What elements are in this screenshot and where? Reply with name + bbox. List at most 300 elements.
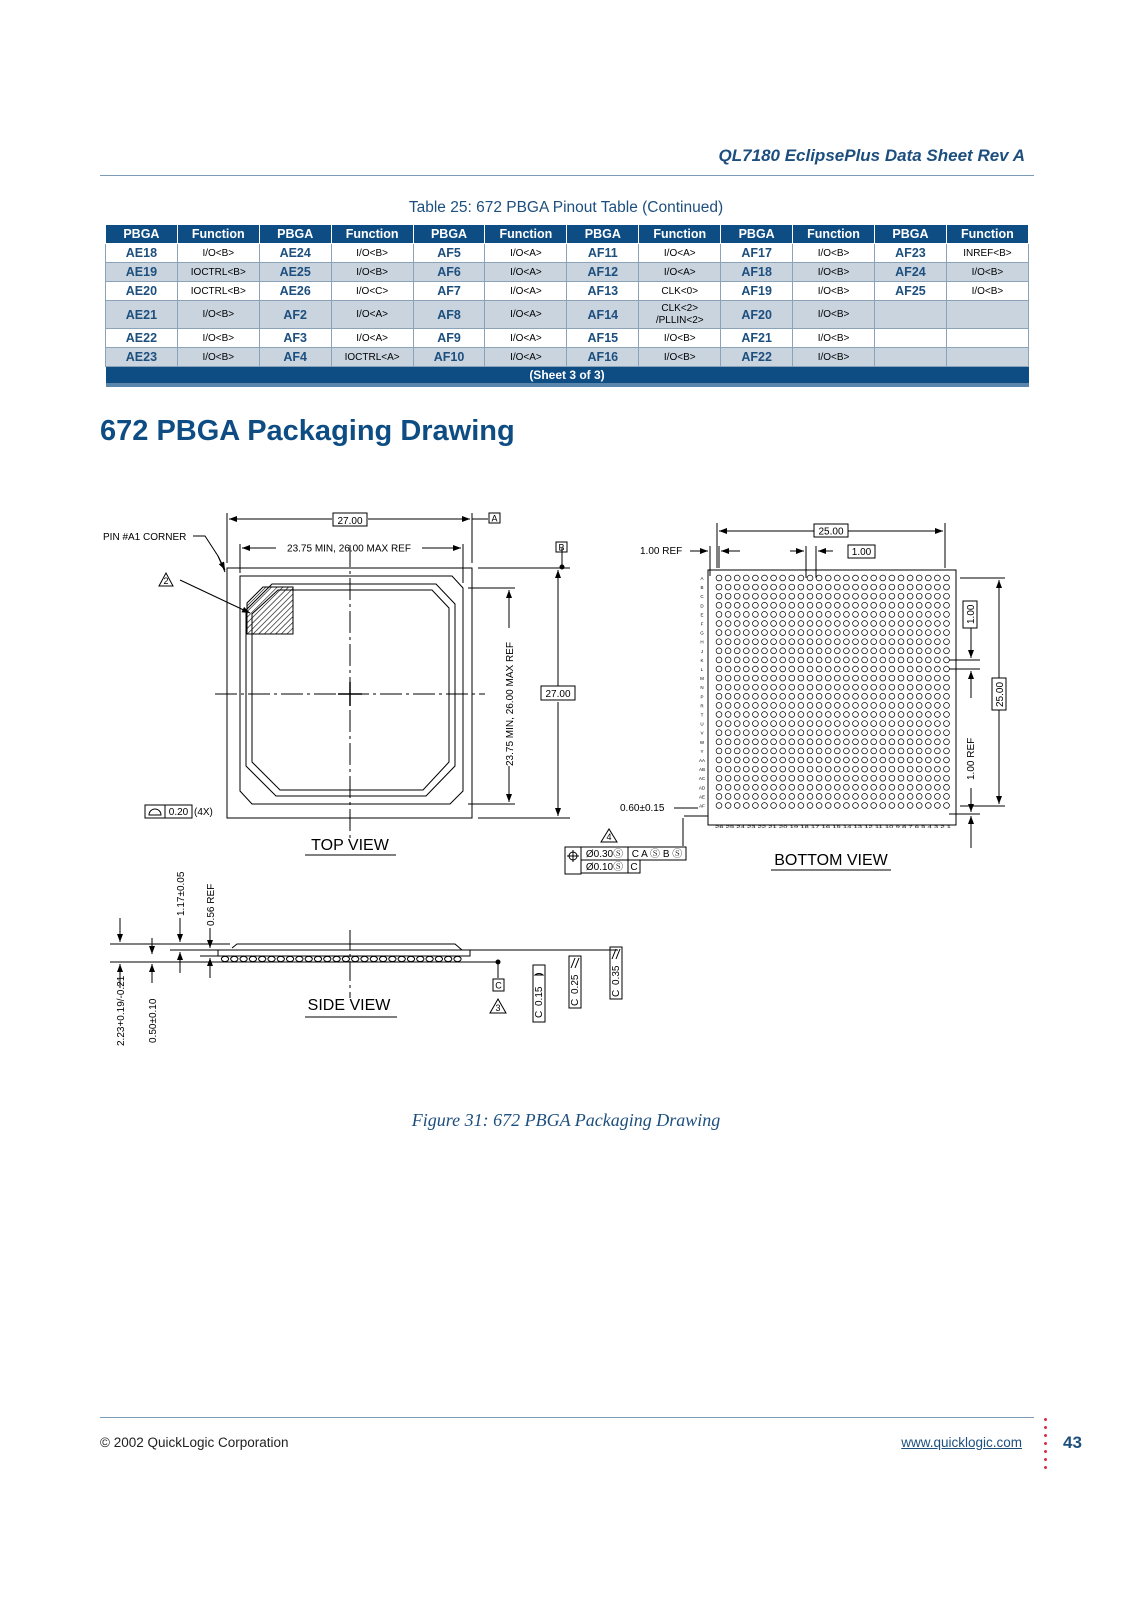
column-header: Function — [331, 225, 413, 244]
solder-ball — [853, 575, 859, 581]
function-cell: I/O<B> — [331, 263, 413, 282]
solder-ball — [780, 721, 786, 727]
note-2-marker: 2 — [163, 576, 169, 586]
pin-cell: AF19 — [721, 282, 793, 301]
solder-ball — [753, 657, 759, 663]
solder-ball — [743, 666, 749, 672]
solder-ball — [844, 748, 850, 754]
solder-ball — [743, 621, 749, 627]
solder-ball — [762, 739, 768, 745]
solder-ball — [725, 784, 731, 790]
solder-ball — [925, 757, 931, 763]
solder-ball — [734, 712, 740, 718]
solder-ball — [889, 657, 895, 663]
solder-ball — [780, 775, 786, 781]
solder-ball — [925, 693, 931, 699]
row-letter: AE — [698, 794, 706, 800]
solder-ball — [753, 794, 759, 800]
solder-ball — [716, 675, 722, 681]
solder-ball — [880, 612, 886, 618]
solder-ball — [743, 766, 749, 772]
solder-ball — [716, 693, 722, 699]
solder-ball — [716, 593, 722, 599]
row-letter: D — [700, 603, 704, 609]
solder-ball — [789, 621, 795, 627]
solder-ball — [944, 675, 950, 681]
solder-ball — [734, 602, 740, 608]
solder-ball — [725, 621, 731, 627]
table-row — [106, 282, 1029, 301]
solder-ball — [889, 775, 895, 781]
row-letter: V — [700, 730, 704, 736]
solder-ball — [907, 657, 913, 663]
solder-ball — [753, 612, 759, 618]
solder-ball — [753, 803, 759, 809]
solder-ball — [862, 712, 868, 718]
side-ball — [398, 956, 405, 961]
solder-ball — [925, 703, 931, 709]
side-sub-dim: 0.56 REF — [206, 883, 217, 926]
solder-ball — [825, 630, 831, 636]
solder-ball — [762, 630, 768, 636]
solder-ball — [871, 621, 877, 627]
solder-ball — [944, 712, 950, 718]
section-title: 672 PBGA Packaging Drawing — [100, 415, 515, 447]
solder-ball — [743, 739, 749, 745]
solder-ball — [834, 775, 840, 781]
solder-ball — [862, 794, 868, 800]
row-letter: AF — [699, 803, 705, 809]
pin-cell: AF12 — [567, 263, 639, 282]
function-cell: IOCTRL<B> — [177, 282, 259, 301]
function-cell: CLK<0> — [639, 282, 721, 301]
pin-cell: AE23 — [106, 348, 178, 367]
solder-ball — [771, 612, 777, 618]
solder-ball — [834, 639, 840, 645]
solder-ball — [871, 693, 877, 699]
solder-ball — [816, 639, 822, 645]
solder-ball — [853, 612, 859, 618]
solder-ball — [898, 621, 904, 627]
solder-ball — [798, 794, 804, 800]
solder-ball — [725, 575, 731, 581]
solder-ball — [925, 584, 931, 590]
solder-ball — [753, 666, 759, 672]
solder-ball — [944, 757, 950, 763]
solder-ball — [807, 739, 813, 745]
side-ball — [342, 956, 349, 961]
top-view — [103, 513, 575, 855]
solder-ball — [916, 784, 922, 790]
solder-ball — [753, 766, 759, 772]
solder-ball — [880, 775, 886, 781]
pin-cell: AF25 — [875, 282, 947, 301]
solder-ball — [780, 748, 786, 754]
row-letter: Y — [700, 748, 704, 754]
solder-ball — [844, 784, 850, 790]
solder-ball — [734, 575, 740, 581]
solder-ball — [743, 639, 749, 645]
solder-ball — [762, 602, 768, 608]
solder-ball — [844, 712, 850, 718]
solder-ball — [762, 657, 768, 663]
solder-ball — [834, 684, 840, 690]
solder-ball — [753, 602, 759, 608]
solder-ball — [944, 766, 950, 772]
row-letter: B — [700, 585, 704, 591]
solder-ball — [807, 730, 813, 736]
solder-ball — [898, 584, 904, 590]
side-ball — [417, 956, 424, 961]
solder-ball — [825, 721, 831, 727]
side-ball — [407, 956, 414, 961]
solder-ball — [862, 675, 868, 681]
solder-ball — [816, 648, 822, 654]
bottom-pitch: 1.00 — [851, 547, 872, 558]
solder-ball — [789, 703, 795, 709]
solder-ball — [889, 612, 895, 618]
solder-ball — [798, 621, 804, 627]
solder-ball — [807, 803, 813, 809]
solder-ball — [844, 739, 850, 745]
top-width-dim: 27.00 — [337, 516, 363, 527]
solder-ball — [898, 630, 904, 636]
pin-cell — [875, 301, 947, 329]
function-cell: I/O<B> — [793, 348, 875, 367]
solder-ball — [853, 794, 859, 800]
solder-ball — [853, 630, 859, 636]
solder-ball — [871, 748, 877, 754]
solder-ball — [807, 693, 813, 699]
side-ball-dim: 0.50±0.10 — [148, 998, 159, 1043]
solder-ball — [734, 748, 740, 754]
solder-ball — [780, 730, 786, 736]
function-cell: I/O<C> — [331, 282, 413, 301]
row-letter: T — [700, 712, 704, 718]
solder-ball — [944, 784, 950, 790]
solder-ball — [771, 575, 777, 581]
solder-ball — [771, 630, 777, 636]
solder-ball — [743, 630, 749, 636]
solder-ball — [780, 621, 786, 627]
solder-ball — [935, 575, 941, 581]
solder-ball — [889, 666, 895, 672]
solder-ball — [925, 794, 931, 800]
solder-ball — [889, 721, 895, 727]
solder-ball — [889, 794, 895, 800]
solder-ball — [789, 666, 795, 672]
solder-ball — [725, 675, 731, 681]
solder-ball — [780, 584, 786, 590]
solder-ball — [743, 657, 749, 663]
solder-ball — [916, 693, 922, 699]
solder-ball — [716, 584, 722, 590]
pin-cell — [875, 348, 947, 367]
pin-cell: AF4 — [259, 348, 331, 367]
solder-ball — [798, 584, 804, 590]
function-cell — [946, 301, 1028, 329]
solder-ball — [734, 648, 740, 654]
top-height-dim: 27.00 — [545, 689, 571, 700]
solder-ball — [798, 593, 804, 599]
solder-ball — [725, 593, 731, 599]
solder-ball — [916, 739, 922, 745]
solder-ball — [807, 621, 813, 627]
solder-ball — [935, 612, 941, 618]
solder-ball — [816, 693, 822, 699]
solder-ball — [880, 730, 886, 736]
solder-ball — [889, 757, 895, 763]
solder-ball — [925, 748, 931, 754]
solder-ball — [771, 703, 777, 709]
solder-ball — [753, 775, 759, 781]
solder-ball — [734, 803, 740, 809]
solder-ball — [734, 784, 740, 790]
solder-ball — [880, 593, 886, 599]
solder-ball — [898, 721, 904, 727]
solder-ball — [825, 766, 831, 772]
solder-ball — [925, 593, 931, 599]
solder-ball — [862, 784, 868, 790]
solder-ball — [880, 575, 886, 581]
solder-ball — [771, 766, 777, 772]
solder-ball — [789, 648, 795, 654]
solder-ball — [880, 666, 886, 672]
solder-ball — [944, 803, 950, 809]
solder-ball — [907, 693, 913, 699]
solder-ball — [725, 730, 731, 736]
column-header: Function — [639, 225, 721, 244]
solder-ball — [743, 721, 749, 727]
bottom-pitch-v: 1.00 — [966, 604, 977, 624]
solder-ball — [807, 630, 813, 636]
solder-ball — [853, 639, 859, 645]
solder-ball — [898, 602, 904, 608]
solder-ball — [807, 584, 813, 590]
solder-ball — [771, 684, 777, 690]
solder-ball — [844, 803, 850, 809]
solder-ball — [762, 639, 768, 645]
solder-ball — [762, 612, 768, 618]
pin-cell: AF21 — [721, 329, 793, 348]
solder-ball — [780, 803, 786, 809]
solder-ball — [907, 575, 913, 581]
footer-dots — [1044, 1418, 1048, 1474]
solder-ball — [743, 712, 749, 718]
row-letter: L — [700, 667, 704, 672]
solder-ball — [716, 630, 722, 636]
solder-ball — [762, 784, 768, 790]
solder-ball — [889, 675, 895, 681]
solder-ball — [944, 666, 950, 672]
solder-ball — [889, 602, 895, 608]
solder-ball — [935, 584, 941, 590]
function-cell: I/O<B> — [177, 244, 259, 263]
solder-ball — [834, 648, 840, 654]
solder-ball — [780, 630, 786, 636]
solder-ball — [880, 621, 886, 627]
solder-ball — [853, 666, 859, 672]
datum-a: A — [491, 513, 498, 524]
solder-ball — [916, 621, 922, 627]
column-header: Function — [946, 225, 1028, 244]
solder-ball — [825, 593, 831, 599]
solder-ball — [762, 684, 768, 690]
table-footer-row — [106, 367, 1029, 386]
solder-ball — [907, 602, 913, 608]
solder-ball — [780, 684, 786, 690]
row-letter: J — [700, 648, 704, 654]
solder-ball — [771, 748, 777, 754]
solder-ball — [734, 666, 740, 672]
solder-ball — [780, 739, 786, 745]
solder-ball — [844, 766, 850, 772]
function-cell: I/O<B> — [946, 263, 1028, 282]
solder-ball — [734, 630, 740, 636]
solder-ball — [844, 666, 850, 672]
solder-ball — [798, 775, 804, 781]
solder-ball — [743, 602, 749, 608]
side-ball — [231, 956, 238, 961]
solder-ball — [834, 712, 840, 718]
solder-ball — [862, 648, 868, 654]
solder-ball — [816, 675, 822, 681]
solder-ball — [743, 675, 749, 681]
solder-ball — [716, 721, 722, 727]
solder-ball — [935, 621, 941, 627]
row-letter: AB — [698, 767, 706, 773]
solder-ball — [780, 575, 786, 581]
solder-ball — [816, 748, 822, 754]
solder-ball — [743, 593, 749, 599]
solder-ball — [834, 693, 840, 699]
note-4-marker: 4 — [606, 832, 612, 842]
solder-ball — [889, 703, 895, 709]
side-ball — [287, 956, 294, 961]
solder-ball — [807, 748, 813, 754]
table-header-row — [106, 225, 1029, 244]
solder-ball — [889, 766, 895, 772]
solder-ball — [816, 784, 822, 790]
solder-ball — [844, 703, 850, 709]
function-cell: I/O<A> — [485, 301, 567, 329]
solder-ball — [725, 684, 731, 690]
solder-ball — [816, 593, 822, 599]
pin-cell: AF3 — [259, 329, 331, 348]
solder-ball — [844, 612, 850, 618]
solder-ball — [780, 784, 786, 790]
solder-ball — [862, 621, 868, 627]
row-letter: E — [700, 612, 704, 618]
mold-cap-profile — [232, 944, 462, 950]
solder-ball — [798, 730, 804, 736]
solder-ball — [916, 684, 922, 690]
side-ball — [435, 956, 442, 961]
column-numbers: 26 25 24 23 22 21 20 19 18 17 16 15 14 13 12 11 10 9 8 7 6 5 4 3 2 1 — [715, 824, 953, 829]
pin-a1-label: PIN #A1 CORNER — [103, 532, 187, 543]
tolerance-c: 0.35 — [611, 965, 622, 985]
solder-ball — [798, 721, 804, 727]
solder-ball — [889, 621, 895, 627]
solder-ball — [925, 621, 931, 627]
solder-ball — [771, 675, 777, 681]
solder-ball — [844, 584, 850, 590]
function-cell: I/O<B> — [639, 348, 721, 367]
solder-ball — [807, 675, 813, 681]
solder-ball — [925, 721, 931, 727]
solder-ball — [753, 703, 759, 709]
solder-ball — [789, 602, 795, 608]
solder-ball — [771, 730, 777, 736]
solder-ball — [898, 794, 904, 800]
table-row — [106, 244, 1029, 263]
solder-ball — [907, 648, 913, 654]
function-cell: I/O<A> — [485, 263, 567, 282]
solder-ball — [789, 657, 795, 663]
tolerance-a-ref: C — [534, 1010, 545, 1018]
solder-ball — [944, 739, 950, 745]
tolerance-b: 0.25 — [570, 974, 581, 994]
solder-ball — [798, 748, 804, 754]
footer-url-link[interactable]: www.quicklogic.com — [901, 1435, 1022, 1450]
solder-ball — [916, 730, 922, 736]
solder-ball — [771, 739, 777, 745]
solder-ball — [925, 684, 931, 690]
solder-ball — [762, 748, 768, 754]
solder-ball — [898, 703, 904, 709]
solder-ball — [825, 803, 831, 809]
solder-ball — [898, 593, 904, 599]
solder-ball — [771, 666, 777, 672]
solder-ball — [789, 775, 795, 781]
solder-ball — [907, 630, 913, 636]
solder-ball — [907, 803, 913, 809]
pin-cell: AF14 — [567, 301, 639, 329]
solder-ball — [753, 675, 759, 681]
top-inner-dim: 23.75 MIN, 26.00 MAX REF — [287, 543, 411, 555]
solder-ball — [725, 712, 731, 718]
solder-ball — [871, 684, 877, 690]
solder-ball — [807, 657, 813, 663]
solder-ball — [935, 803, 941, 809]
solder-ball — [898, 684, 904, 690]
solder-ball — [734, 794, 740, 800]
solder-ball — [916, 803, 922, 809]
solder-ball — [862, 775, 868, 781]
solder-ball — [780, 693, 786, 699]
solder-ball — [825, 775, 831, 781]
solder-ball — [743, 784, 749, 790]
solder-ball — [743, 775, 749, 781]
solder-ball — [844, 657, 850, 663]
row-letter: F — [700, 621, 704, 627]
solder-ball — [716, 766, 722, 772]
pin-cell: AE24 — [259, 244, 331, 263]
function-cell: IOCTRL<A> — [331, 348, 413, 367]
solder-ball — [853, 657, 859, 663]
solder-ball — [816, 666, 822, 672]
solder-ball — [762, 666, 768, 672]
row-letter: M — [700, 676, 704, 682]
solder-ball — [807, 575, 813, 581]
solder-ball — [925, 575, 931, 581]
solder-ball — [816, 621, 822, 627]
row-letter: K — [700, 657, 704, 663]
solder-ball — [798, 666, 804, 672]
solder-ball — [753, 748, 759, 754]
solder-ball — [725, 775, 731, 781]
solder-ball — [862, 739, 868, 745]
